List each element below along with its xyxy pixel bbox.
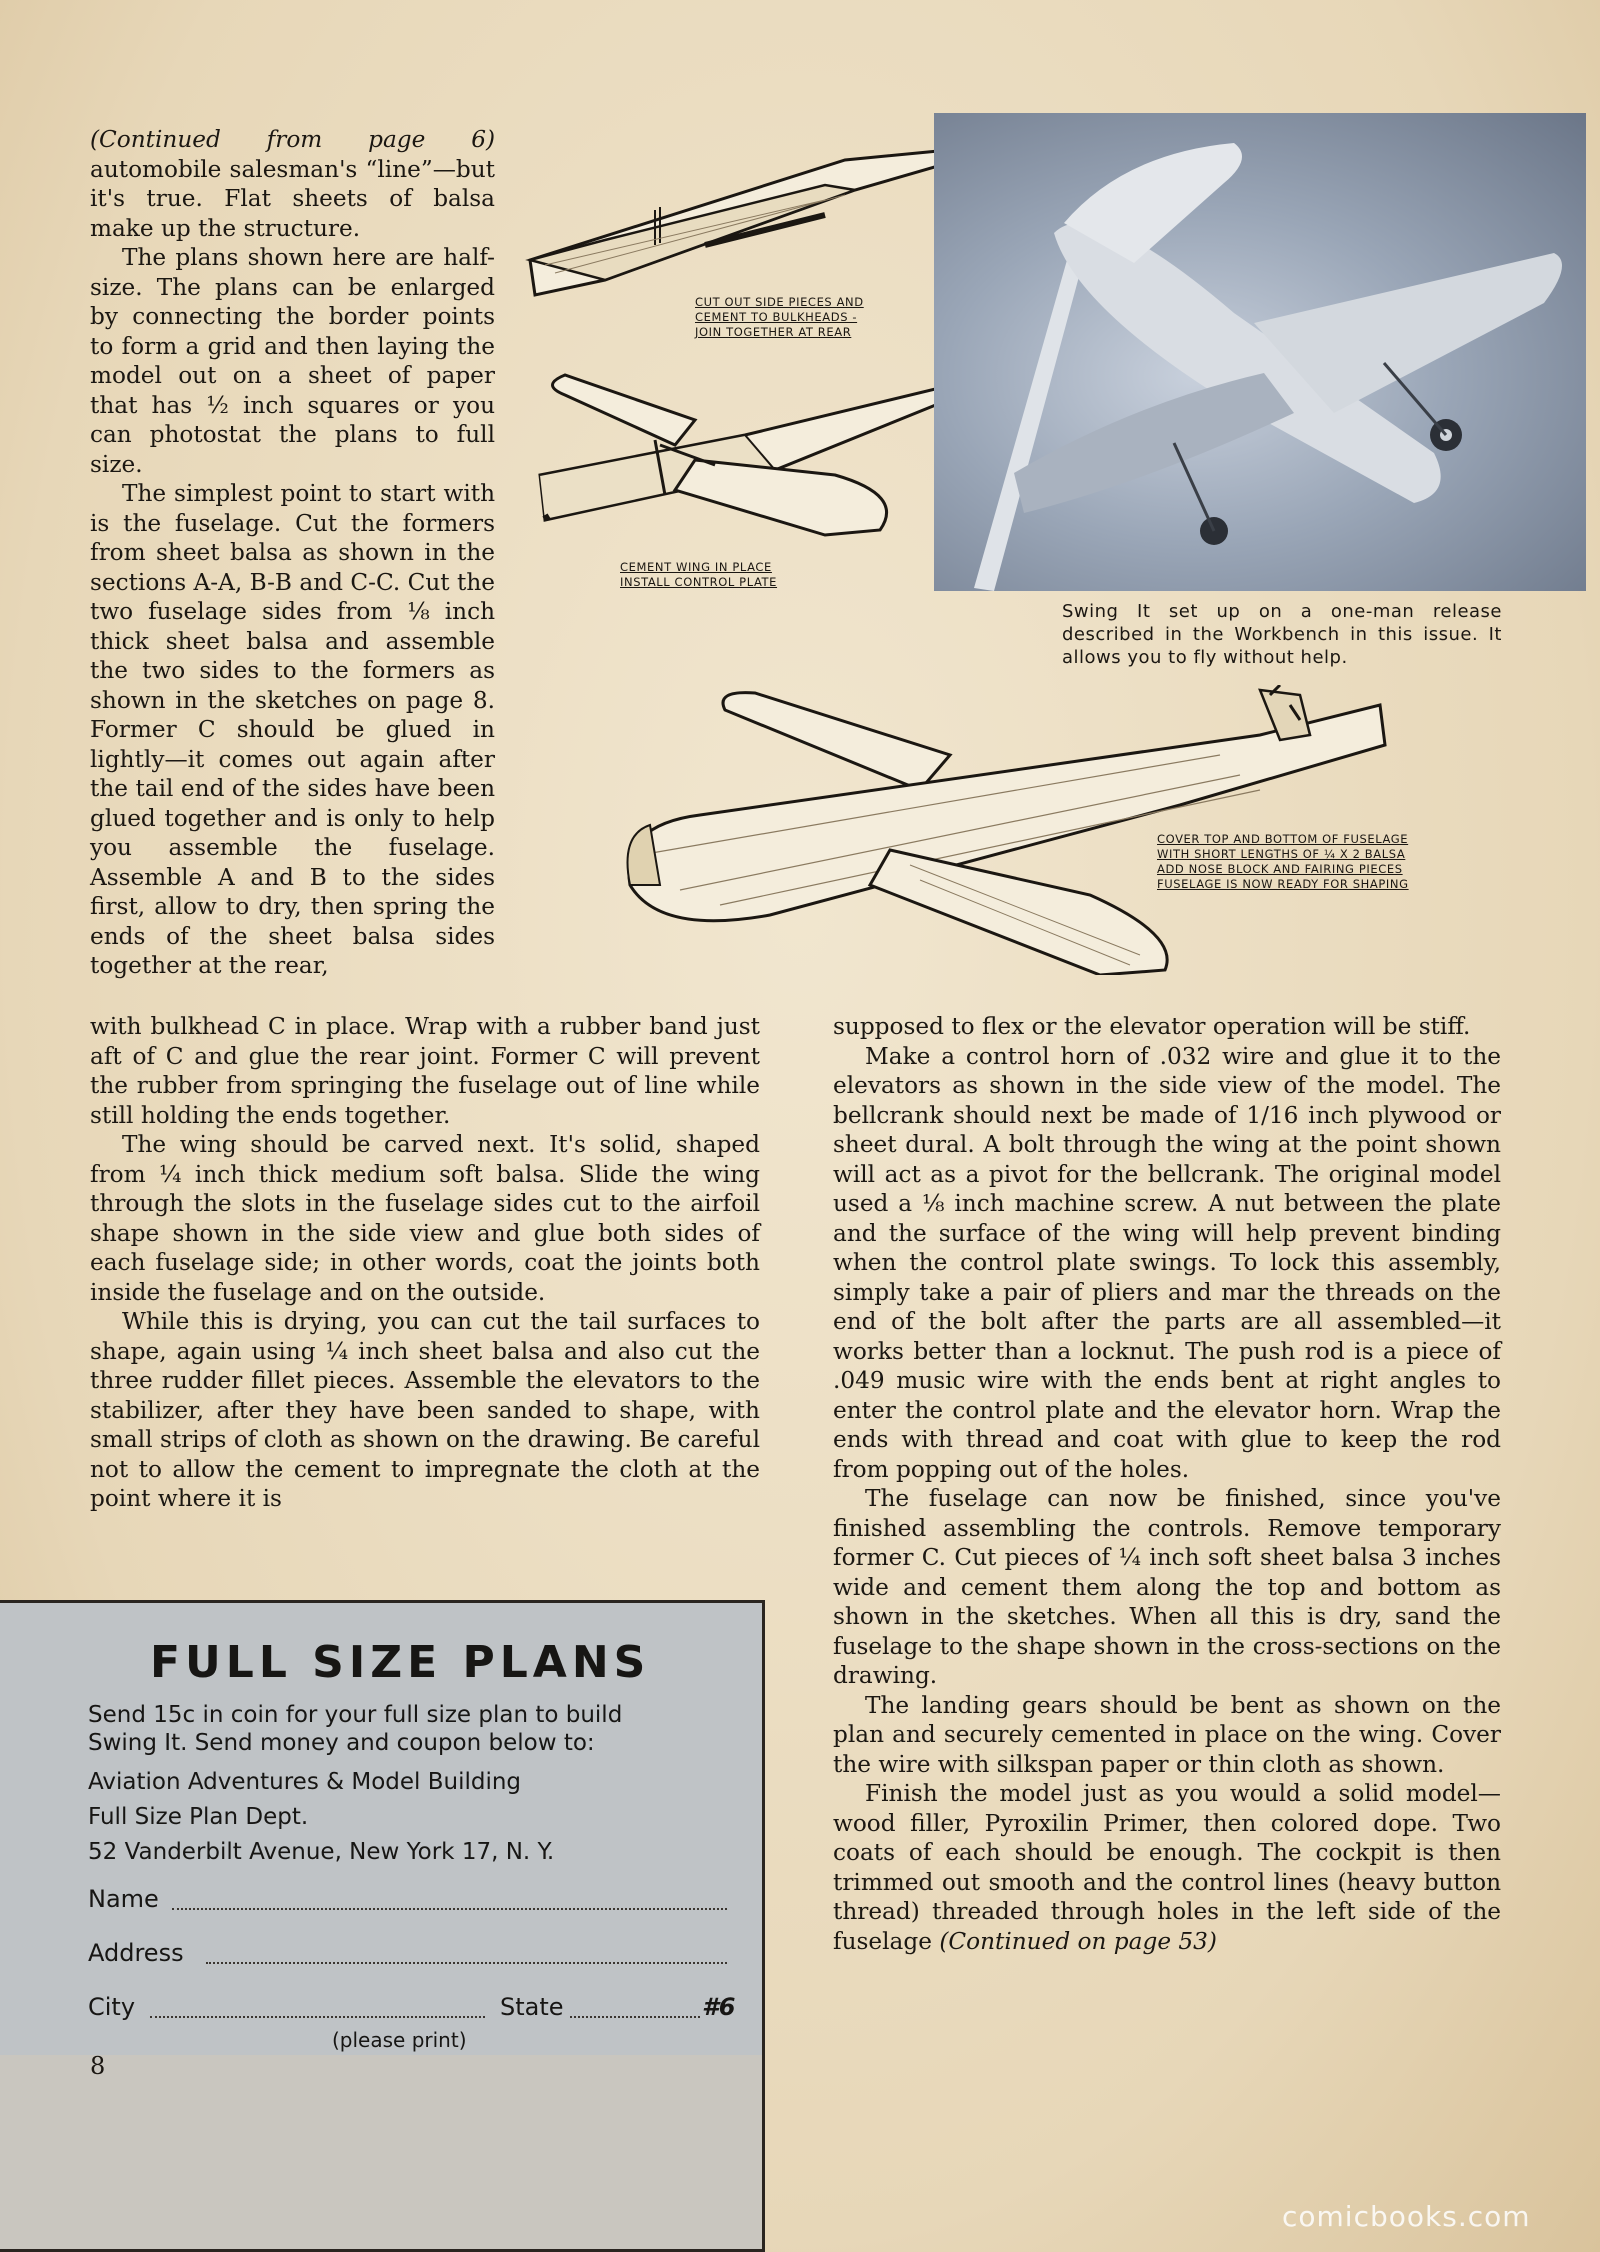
- coupon-state-label: State: [500, 1993, 564, 2021]
- paragraph: The plans shown here are half-size. The plans can be enlarged by connecting the border points to form a grid and then laying the model out on a sheet of paper that has ½ inch squares or you can photostat the plans to full size.: [90, 244, 495, 478]
- full-size-plans-coupon: [0, 1600, 765, 2252]
- model-airplane-photo: [934, 113, 1586, 591]
- watermark: comicbooks.com: [1282, 2200, 1531, 2233]
- sketch-label-2: CEMENT WING IN PLACE INSTALL CONTROL PLATE: [620, 560, 778, 589]
- page-number: 8: [90, 2052, 106, 2080]
- paragraph: The landing gears should be bent as shown on the plan and securely cemented in place on the wing. Cover the wire with silkspan paper or thin cloth as shown.: [833, 1691, 1501, 1778]
- continued-from-note: (Continued from page 6): [90, 126, 495, 153]
- coupon-address-line-1: Aviation Adventures & Model Building: [88, 1769, 522, 1795]
- sketch-fuselage-sides: [525, 145, 985, 320]
- article-top-column: [90, 125, 495, 981]
- paragraph: with bulkhead C in place. Wrap with a rubber band just aft of C and glue the rear joint. Former C will prevent the rubber from springing the fuselage out of line while still holding the ends together.: [90, 1013, 760, 1129]
- coupon-print-note: (please print): [332, 2028, 467, 2052]
- paragraph: Make a control horn of .032 wire and glue it to the elevators as shown in the side view of the model. The bellcrank should next be made of 1/16 inch plywood or sheet dural. A bolt through the wing at the point shown will act as a pivot for the bellcrank. The original model used a ⅛ inch machine screw. A nut between the plate and the surface of the wing will help prevent binding when the control plate swings. To lock this assembly, simply take a pair of pliers and mar the threads on the end of the bolt after the parts are all assembled—it works better than a locknut. The push rod is a piece of .049 music wire with the ends bent at right angles to enter the control plate and the elevator horn. Wrap the ends with thread and coat with glue to keep the rod from popping out of the holes.: [833, 1042, 1501, 1483]
- sketch-label-1: CUT OUT SIDE PIECES AND CEMENT TO BULKHEADS - JOIN TOGETHER AT REAR: [695, 295, 864, 339]
- sketch-label-3: COVER TOP AND BOTTOM OF FUSELAGE WITH SHORT LENGTHS OF ¼ X 2 BALSA ADD NOSE BLOCK AND FAIRING PIECES FUSELAGE IS NOW READY FOR SHAPING: [1157, 832, 1409, 891]
- coupon-state-field[interactable]: [570, 2016, 700, 2018]
- coupon-city-field[interactable]: [150, 2016, 485, 2018]
- paragraph: Finish the model just as you would a solid model—wood filler, Pyroxilin Primer, then colored dope. Two coats of each should be enough. The cockpit is then trimmed out smooth and the control lines (heavy button thread) threaded through holes in the left side of the fuselage (Continued on page 53): [833, 1780, 1501, 1955]
- article-right-column: [833, 1012, 1501, 1956]
- paragraph: The fuselage can now be finished, since you've finished assembling the controls. Remove temporary former C. Cut pieces of ¼ inch soft sheet balsa 3 inches wide and cement them along the top and bottom as shown in the sketches. When all this is dry, sand the fuselage to the shape shown in the cross-sections on the drawing.: [833, 1485, 1501, 1689]
- coupon-instruction-line-1: Send 15c in coin for your full size plan to build: [88, 1702, 623, 1728]
- sketch-wing-install: [535, 365, 995, 555]
- coupon-name-field[interactable]: [172, 1908, 727, 1910]
- coupon-address-field[interactable]: [206, 1962, 727, 1964]
- coupon-address-line-2: Full Size Plan Dept.: [88, 1804, 309, 1830]
- coupon-title: FULL SIZE PLANS: [150, 1637, 651, 1688]
- coupon-address-label: Address: [88, 1939, 184, 1967]
- continued-on-note: (Continued on page 53): [939, 1927, 1217, 1955]
- airplane-photo-image: [934, 113, 1586, 591]
- paragraph: supposed to flex or the elevator operation will be stiff.: [833, 1013, 1471, 1040]
- paragraph: The wing should be carved next. It's solid, shaped from ¼ inch thick medium soft balsa. Slide the wing through the slots in the fuselage sides cut to the airfoil shape shown in the side view and glue both sides of each fuselage side; in other words, coat the joints both inside the fuselage and on the outside.: [90, 1131, 760, 1306]
- paragraph: (Continued from page 6) automobile salesman's “line”—but it's true. Flat sheets of balsa make up the structure.: [90, 126, 495, 242]
- article-left-column: [90, 1012, 760, 1514]
- coupon-instruction-line-2: Swing It. Send money and coupon below to:: [88, 1730, 595, 1756]
- coupon-form-number: #6: [702, 1993, 736, 2021]
- photo-caption: Swing It set up on a one-man release described in the Workbench in this issue. It allows you to fly without help.: [1062, 601, 1502, 668]
- coupon-name-label: Name: [88, 1885, 159, 1913]
- paragraph: The simplest point to start with is the fuselage. Cut the formers from sheet balsa as shown in the sections A-A, B-B and C-C. Cut the two fuselage sides from ⅛ inch thick sheet balsa and assemble the two sides to the formers as shown in the sketches on page 8. Former C should be glued in lightly—it comes out again after the tail end of the sides have been glued together and is only to help you assemble the fuselage. Assemble A and B to the sides first, allow to dry, then spring the ends of the sheet balsa sides together at the rear,: [90, 480, 495, 979]
- coupon-address-line-3: 52 Vanderbilt Avenue, New York 17, N. Y.: [88, 1839, 555, 1865]
- sketch-covered-fuselage: [620, 685, 1390, 975]
- paragraph: While this is drying, you can cut the tail surfaces to shape, again using ¼ inch sheet balsa and also cut the three rudder fillet pieces. Assemble the elevators to the stabilizer, after they have been sanded to shape, with small strips of cloth as shown on the drawing. Be careful not to allow the cement to impregnate the cloth at the point where it is: [90, 1308, 760, 1512]
- coupon-city-label: City: [88, 1993, 136, 2021]
